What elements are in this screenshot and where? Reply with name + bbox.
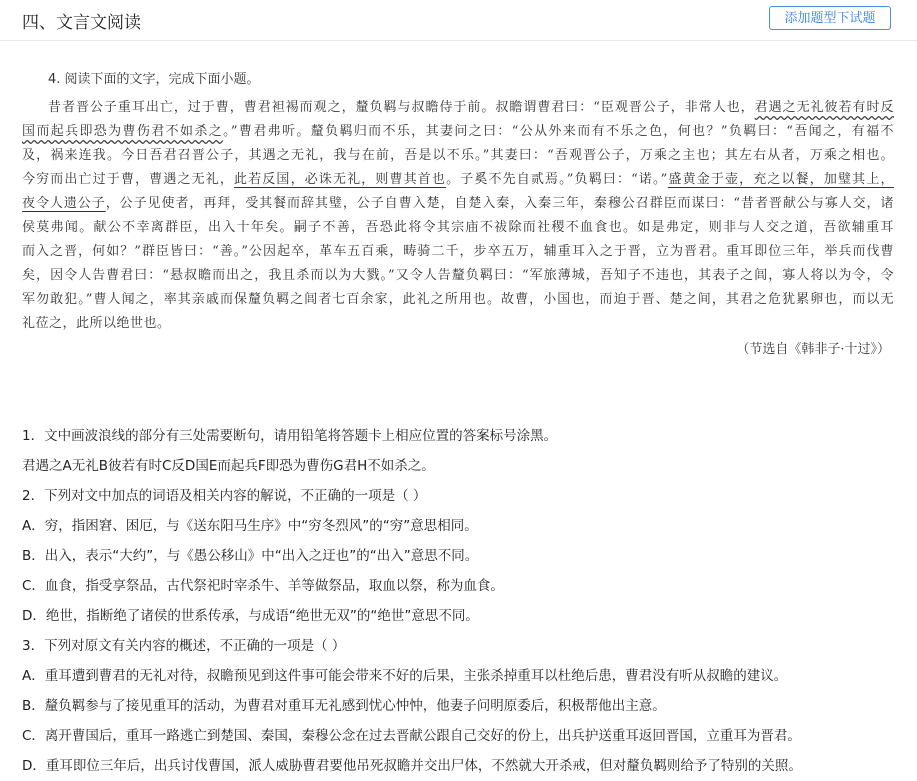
passage-line-4: 今穷而出亡过于曹，曹遇之无礼，此若反国，必诛无礼，则曹其首也。子奚不先自贰焉。”负羁曰：“诺。”盛黄金于壶，充之以餐，加璧其上，	[22, 172, 894, 187]
question-3: 3．下列对原文有关内容的概述，不正确的一项是（ ）	[22, 638, 346, 654]
question-3-option-b[interactable]: B．釐负羁参与了接见重耳的活动，为曹君对重耳无礼感到忧心忡忡，他妻子问明原委后，积极帮他出主意。	[22, 698, 666, 714]
question-3-option-a[interactable]: A．重耳遭到曹君的无礼对待，叔瞻预见到这件事可能会带来不好的后果，主张杀掉重耳以杜绝后患，曹君没有听从叔瞻的建议。	[22, 668, 788, 684]
underlined-text: 盛黄金于壶，充之以餐，加璧其上，	[667, 172, 894, 187]
question-2-option-d[interactable]: D．绝世，指断绝了诸侯的世系传承，与成语“绝世无双”的“绝世”意思不同。	[22, 608, 479, 624]
passage-source: （节选自《韩非子·十过》）	[736, 342, 890, 357]
passage-line-5: 夜令人遗公子，公子见使者，再拜，受其餐而辞其璧，公子自曹入楚，自楚入秦，入秦三年，秦穆公召群臣而谋曰：“昔者晋献公与寡人交，诸	[22, 196, 894, 211]
question-1-options: 君遇之A无礼B彼若有时C反D国E而起兵F即恐为曹伤G君H不如杀之。	[22, 458, 435, 474]
underlined-text: 此若反国，必诛无礼，则曹其首也	[234, 172, 447, 187]
add-question-type-button[interactable]: 添加题型下试题	[769, 6, 891, 30]
underlined-text: 夜令人遗公子	[22, 196, 106, 211]
questions-section	[22, 421, 902, 781]
passage-line-8: 矣，因令人告曹君曰：“悬叔瞻而出之，我且杀而以为大戮。”又令人告釐负羁曰：“军旅薄城，吾知子不违也，其表子之闾，寡人将以为令，令	[22, 268, 894, 283]
passage-line-1: 昔者晋公子重耳出亡，过于曹，曹君袒裼而观之，釐负羁与叔瞻侍于前。叔瞻谓曹君曰：“臣观晋公子，非常人也，君遇之无礼彼若有时反	[48, 100, 894, 115]
question-intro: 4. 阅读下面的文字，完成下面小题。	[48, 72, 260, 87]
question-2-option-a[interactable]: A．穷，指困窘、困厄，与《送东阳马生序》中“穷冬烈风”的“穷”意思相同。	[22, 518, 478, 534]
question-1: 1．文中画波浪线的部分有三处需要断句，请用铅笔将答题卡上相应位置的答案标号涂黑。	[22, 428, 558, 444]
question-2-option-b[interactable]: B．出入，表示“大约”，与《愚公移山》中“出入之迂也”的“出入”意思不同。	[22, 548, 479, 564]
wavy-underlined-text: 君遇之无礼彼若有时反	[754, 100, 894, 115]
header-divider	[0, 40, 917, 41]
passage-line-7: 而入之晋，何如？”群臣皆曰：“善。”公因起卒，革车五百乘，畴骑二千，步卒五万，辅重耳入之于晋，立为晋君。重耳即位三年，举兵而伐曹	[22, 244, 894, 259]
passage-line-9: 军勿敢犯。”曹人闻之，率其亲戚而保釐负羁之闾者七百余家，此礼之所用也。故曹，小国也，而迫于晋、楚之间，其君之危犹累卵也，而以无	[22, 292, 894, 307]
question-2: 2．下列对文中加点的词语及相关内容的解说，不正确的一项是（ ）	[22, 488, 427, 504]
question-3-option-c[interactable]: C．离开曹国后，重耳一路逃亡到楚国、秦国，秦穆公念在过去晋献公跟自己交好的份上，出兵护送重耳返回晋国，立重耳为晋君。	[22, 728, 801, 744]
passage-line-6: 侯莫弗闻。献公不幸离群臣，出入十年矣。嗣子不善，吾恐此将令其宗庙不祓除而社稷不血食也。如是弗定，则非与人交之道，吾欲辅重耳	[22, 220, 894, 235]
passage-line-10: 礼莅之，此所以绝世也。	[22, 316, 171, 331]
passage-line-3: 及，祸来连我。今日吾君召晋公子，其遇之无礼，我与在前，吾是以不乐。”其妻曰：“吾观晋公子，万乘之主也；其左右从者，万乘之相也。	[22, 148, 894, 163]
wavy-underlined-text: 国而起兵即恐为曹伤君不如杀之	[22, 124, 224, 139]
question-2-option-c[interactable]: C．血食，指受享祭品，古代祭祀时宰杀牛、羊等做祭品，取血以祭，称为血食。	[22, 578, 504, 594]
section-title: 四、文言文阅读	[22, 13, 141, 33]
question-3-option-d[interactable]: D．重耳即位三年后，出兵讨伐曹国，派人威胁曹君要他吊死叔瞻并交出尸体，不然就大开杀戒，但对釐负羁则给予了特别的关照。	[22, 758, 802, 774]
reading-passage	[22, 70, 894, 362]
passage-line-2: 国而起兵即恐为曹伤君不如杀之。”曹君弗听。釐负羁归而不乐，其妻问之曰：“公从外来而有不乐之色，何也？”负羁曰：“吾闻之，有福不	[22, 124, 894, 139]
